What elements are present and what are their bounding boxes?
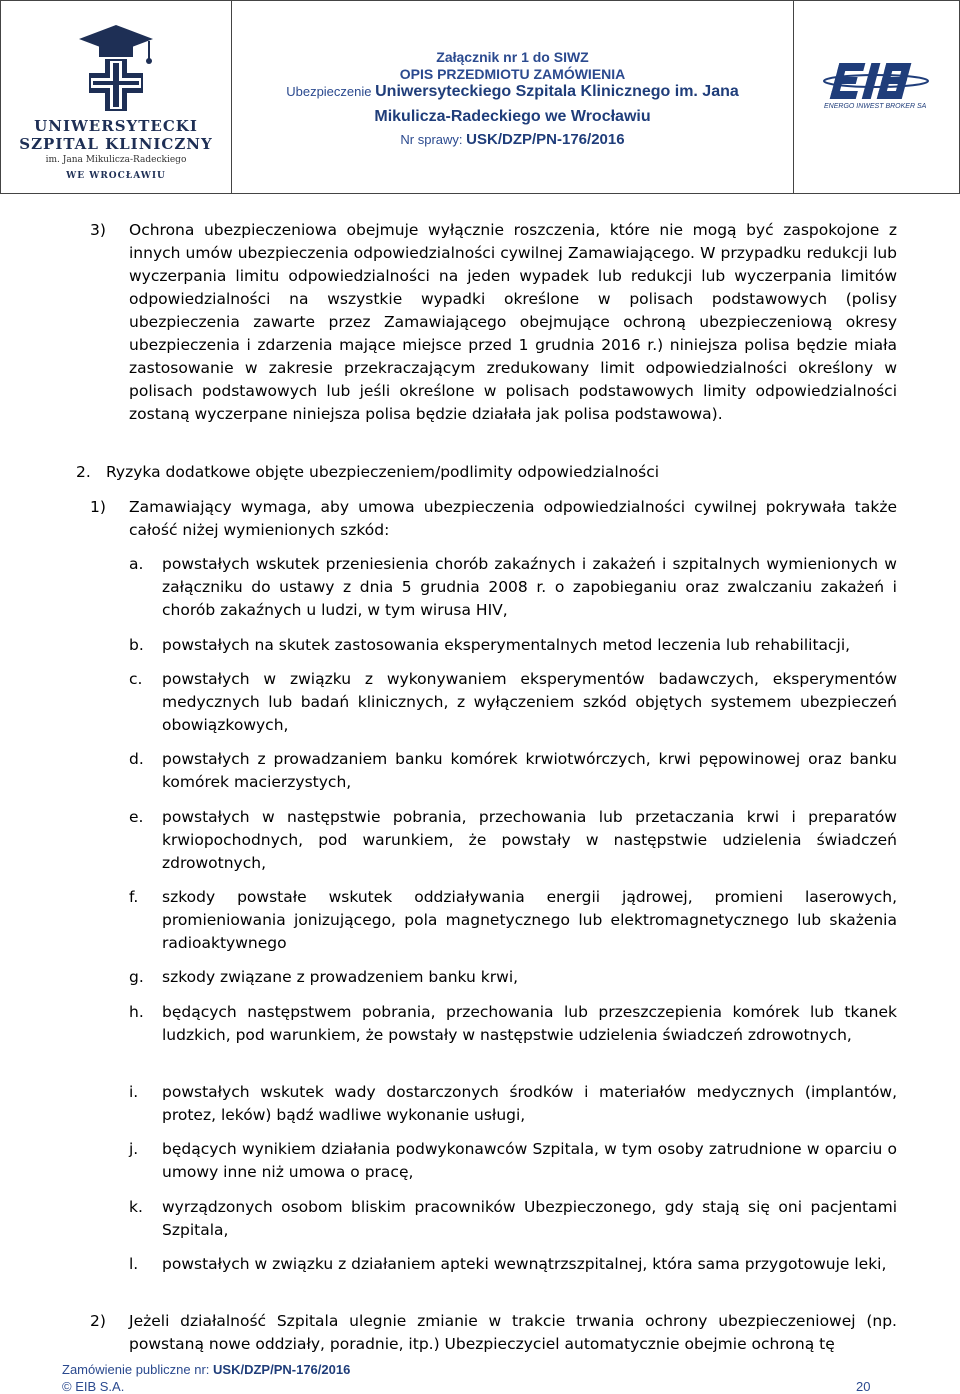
- section-2-title: Ryzyka dodatkowe objęte ubezpieczeniem/podlimity odpowiedzialności: [106, 463, 660, 481]
- list-item-letter: j.: [129, 1140, 139, 1158]
- list-item-text: szkody związane z prowadzeniem banku krwi,: [162, 968, 519, 986]
- footer-reference: [62, 1362, 350, 1377]
- list-item-text: powstałych wskutek wady dostarczonych środków i materiałów medycznych (implantów, protez, leków) bądź wadliwe wykonanie usługi,: [162, 1083, 897, 1124]
- insurance-main: Uniwersyteckiego Szpitala Klinicznego im. Jana: [375, 83, 739, 100]
- insurance-title: [232, 83, 793, 101]
- list-item-letter: d.: [129, 750, 144, 768]
- list-item-letter: k.: [129, 1198, 143, 1216]
- logo-line-4: WE WROCŁAWIU: [66, 171, 166, 181]
- list-item-text: będących następstwem pobrania, przechowania lub przeszczepienia komórek lub tkanek ludzkich, pod warunkiem, że powstały w następstwie udzielenia świadczeń zdrowotnych,: [162, 1003, 897, 1044]
- list-item-letter: b.: [129, 636, 144, 654]
- case-number-prefix: Nr sprawy:: [400, 132, 467, 147]
- list-item-letter: e.: [129, 808, 144, 826]
- logo-line-2: SZPITAL KLINICZNY: [19, 135, 213, 153]
- list-item-letter: g.: [129, 968, 144, 986]
- list-item-text: powstałych wskutek przeniesienia chorób zakaźnych i zakażeń i szpitalnych wymienionych w załączniku do ustawy z dnia 5 grudnia 2008 r. o zapobieganiu oraz zwalczaniu zakażeń i chorób zakaźnych u ludzi, w tym wirusa HIV,: [162, 555, 897, 619]
- list-item-text: będących wynikiem działania podwykonawców Szpitala, w tym osoby zatrudnione w oparciu o umowy inne niż umowa o pracę,: [162, 1140, 897, 1181]
- case-number-value: USK/DZP/PN-176/2016: [466, 131, 625, 148]
- list-item-text: powstałych na skutek zastosowania eksperymentalnych metod leczenia lub rehabilitacji,: [162, 636, 851, 654]
- item-3-number: 3): [90, 221, 106, 239]
- logo-line-1: UNIWERSYTECKI: [34, 117, 198, 135]
- annex-title: Załącznik nr 1 do SIWZ: [436, 49, 589, 65]
- item-3-text: Ochrona ubezpieczeniowa obejmuje wyłącznie roszczenia, które nie mogą być zaspokojone z innych umów ubezpieczenia odpowiedzialności cywilnej Zamawiającego. W przypadku redukcji lub wyczerpania limitu odpowiedzialności na jeden wypadek lub redukcji lub wyczerpania limitów odpowiedzialności na wszystkie wypadki określone w polisach podstawowych (polisy ubezpieczenia zawarte przez Zamawiającego obejmujące ochroną ubezpieczeniową okresy ubezpieczenia i zdarzenia mające miejsce przed 1 grudnia 2016 r.) niniejsza polisa będzie miała zastosowanie w zakresie przekraczającym zredukowany limit odpowiedzialności określony w polisach podstawowych lub jeśli określone w polisach podstawowych limity odpowiedzialności zostaną wyczerpane niniejsza polisa będzie działała jak polisa podstawowa).: [129, 221, 897, 423]
- list-item-text: szkody powstałe wskutek oddziaływania energii jądrowej, promieni laserowych, promieniowania jonizującego, pola magnetycznego lub elektromagnetycznego lub skażenia radioaktywnego: [162, 888, 897, 952]
- list-item-letter: f.: [129, 888, 139, 906]
- logo-line-3: im. Jana Mikulicza-Radeckiego: [45, 155, 187, 165]
- header-title-cell: [232, 1, 794, 193]
- list-item-letter: h.: [129, 1003, 144, 1021]
- hospital-name: Mikulicza-Radeckiego we Wrocławiu: [374, 108, 651, 125]
- list-item-letter: l.: [129, 1255, 139, 1273]
- case-number: [232, 131, 793, 148]
- list-item-letter: c.: [129, 670, 143, 688]
- list-item-text: wyrządzonych osobom bliskim pracowników Ubezpieczonego, gdy stają się oni pacjentami Szpitala,: [162, 1198, 897, 1239]
- item-2-number: 2): [90, 1312, 106, 1330]
- footer-copyright: © EIB S.A.: [62, 1379, 125, 1394]
- list-item-text: powstałych w związku z wykonywaniem eksperymentów badawczych, eksperymentów medycznych lub badań klinicznych, z wyłączeniem szkód objętych systemem ubezpieczeń obowiązkowych,: [162, 670, 897, 734]
- hospital-logo-cell: [1, 1, 232, 193]
- page-number: 20: [856, 1379, 871, 1394]
- eib-logo-cell: [794, 1, 959, 193]
- footer-reference-number: USK/DZP/PN-176/2016: [213, 1362, 351, 1377]
- hospital-logo-icon: [1, 1, 231, 116]
- item-1-number: 1): [90, 498, 106, 516]
- footer-reference-prefix: Zamówienie publiczne nr:: [62, 1362, 214, 1377]
- eib-logo-icon: [794, 1, 959, 111]
- list-item-text: powstałych w następstwie pobrania, przechowania lub przetaczania krwi i preparatów krwiopochodnych, pod warunkiem, że powstały w następstwie udzielenia świadczeń zdrowotnych,: [162, 808, 897, 872]
- item-2-text: Jeżeli działalność Szpitala ulegnie zmianie w trakcie trwania ochrony ubezpieczeniowej (np. powstaną nowe oddziały, poradnie, itp.) Ubezpieczyciel automatycznie obejmie ochroną tę: [129, 1312, 897, 1353]
- list-item-text: powstałych z prowadzaniem banku komórek krwiotwórczych, krwi pępowinowej oraz banku komórek macierzystych,: [162, 750, 897, 791]
- list-item-letter: a.: [129, 555, 144, 573]
- insurance-prefix: Ubezpieczenie: [286, 84, 376, 99]
- section-2-number: 2.: [76, 463, 91, 481]
- eib-tagline: ENERGO INWEST BROKER SA: [824, 103, 927, 110]
- subject-title: OPIS PRZEDMIOTU ZAMÓWIENIA: [399, 66, 626, 82]
- list-item-text: powstałych w związku z działaniem apteki wewnątrzszpitalnej, która sama przygotowuje leki,: [162, 1255, 887, 1273]
- item-1-text: Zamawiający wymaga, aby umowa ubezpieczenia odpowiedzialności cywilnej pokrywała także całość niżej wymienionych szkód:: [129, 498, 897, 539]
- list-item-letter: i.: [129, 1083, 139, 1101]
- page-header: [0, 0, 960, 194]
